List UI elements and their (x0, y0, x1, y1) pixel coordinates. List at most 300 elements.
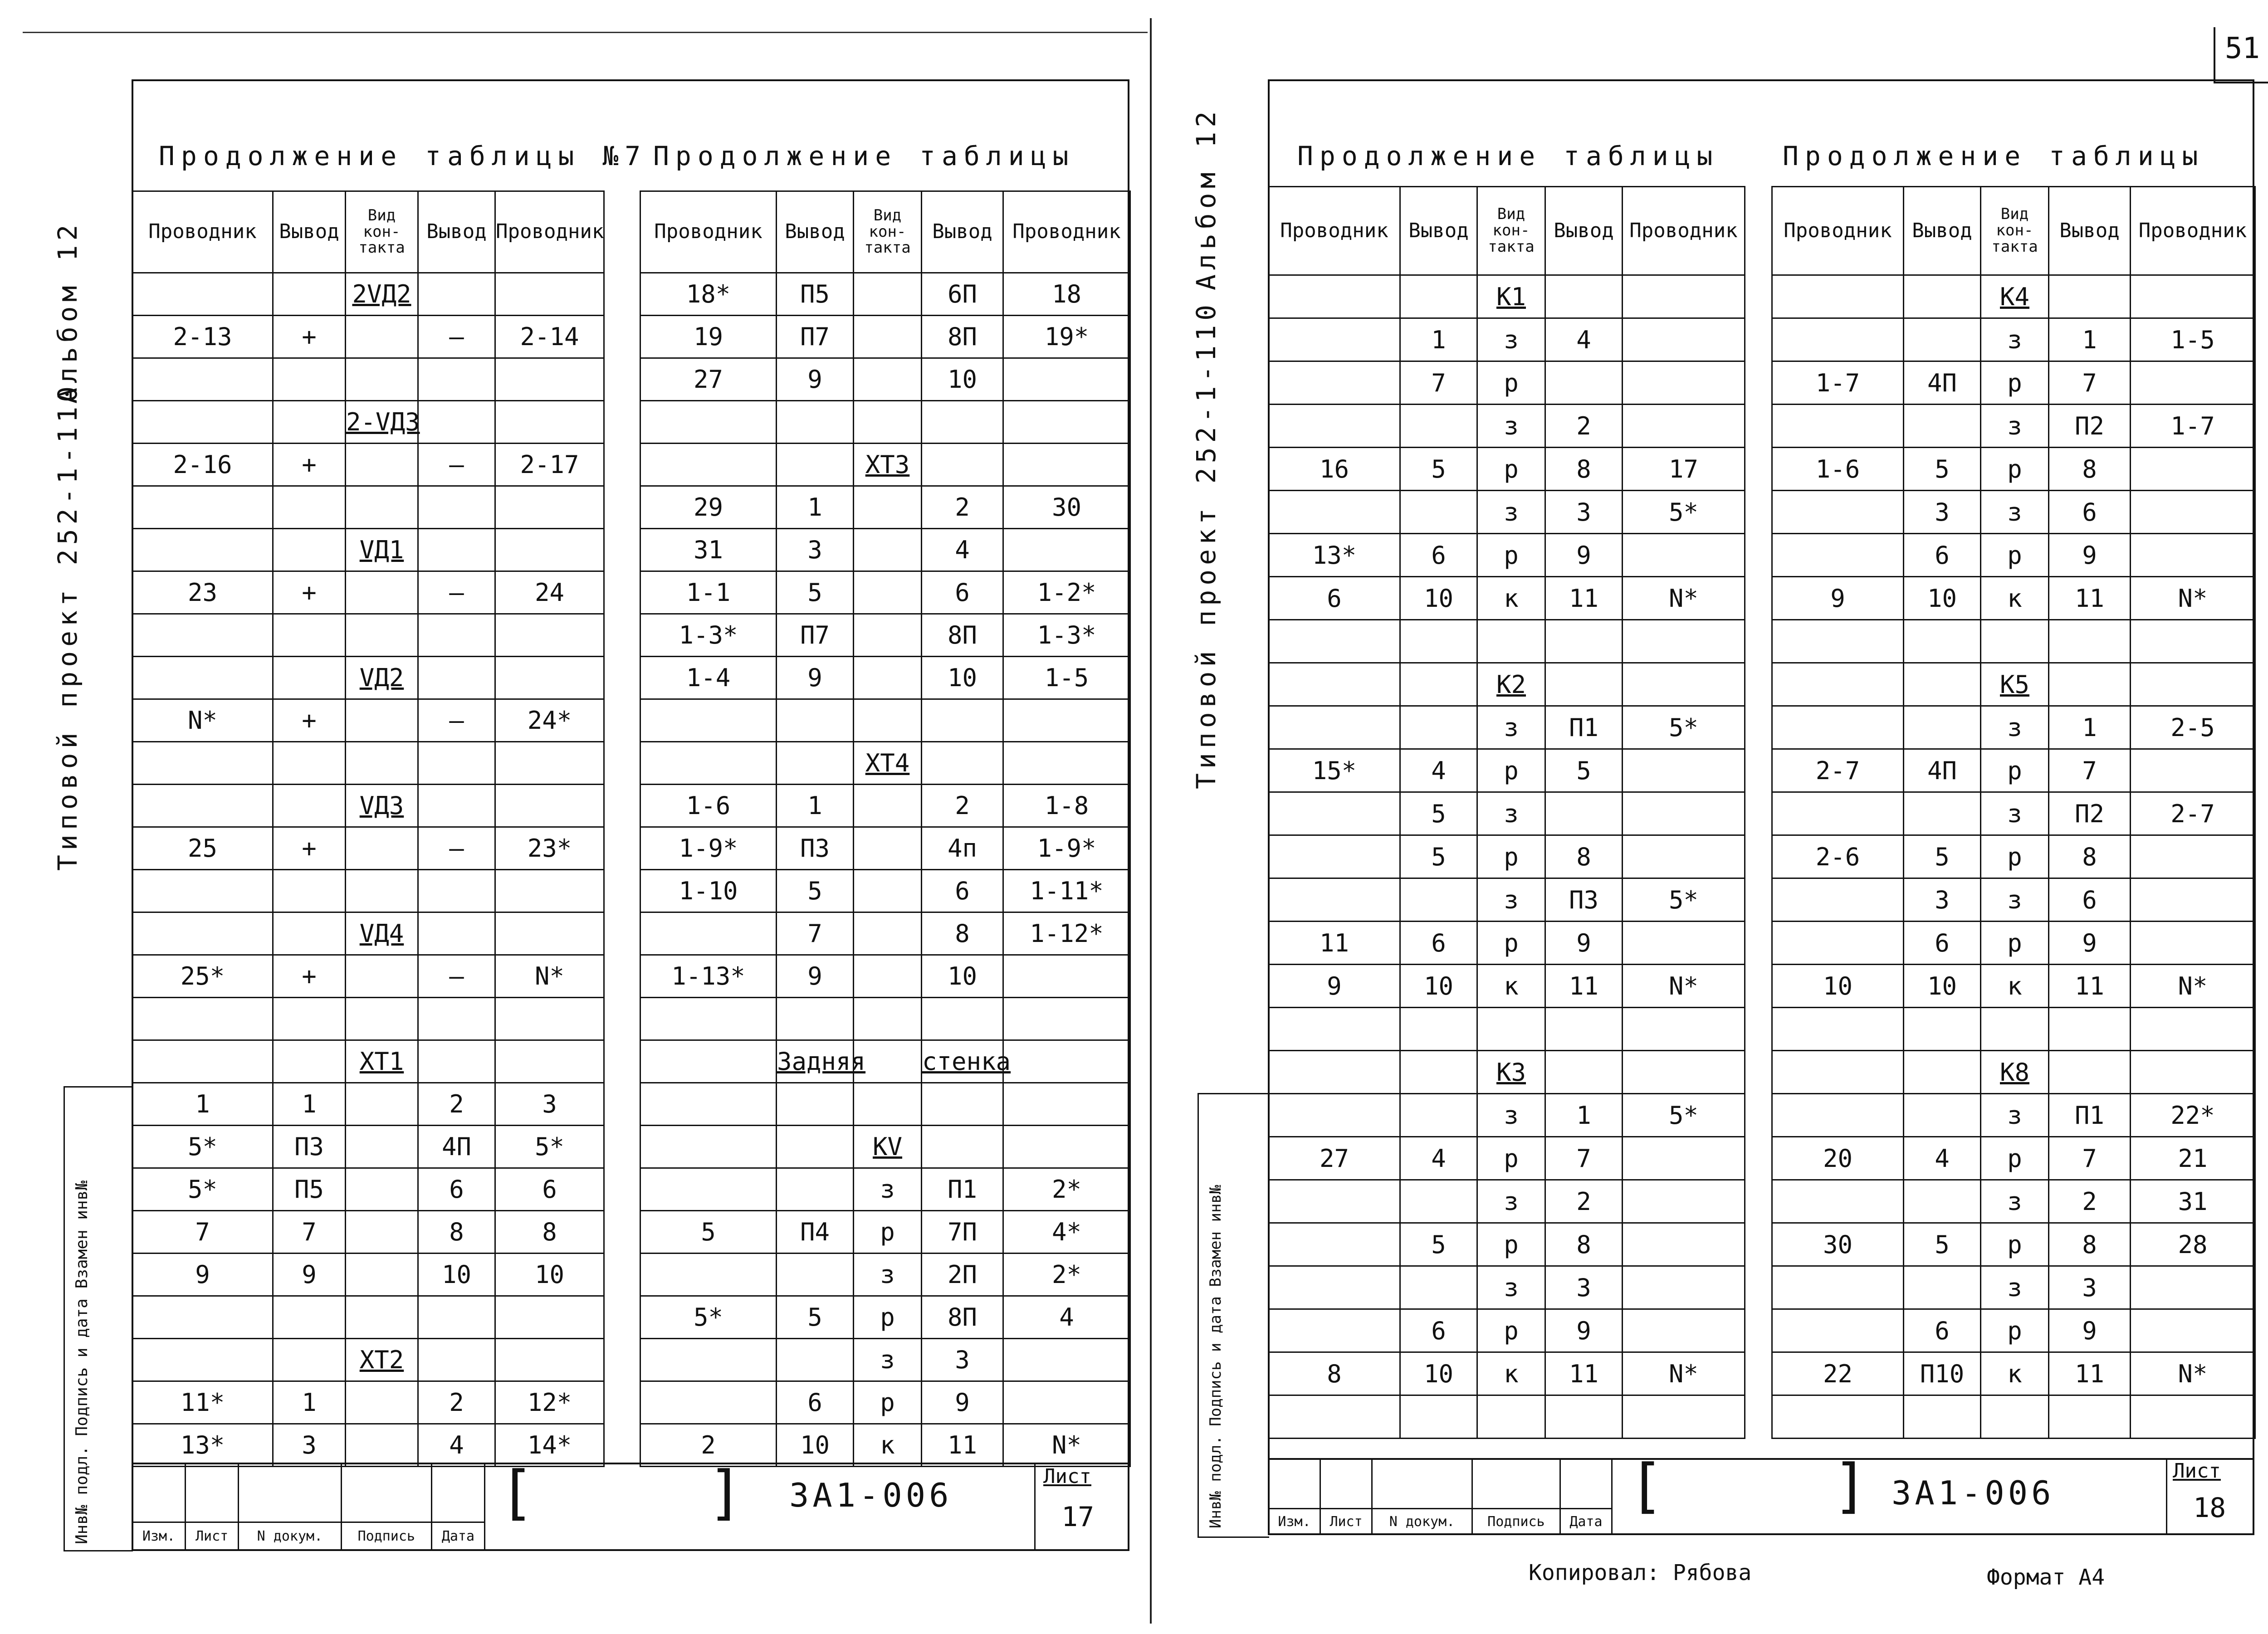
table-cell: Задняя (777, 1040, 854, 1083)
table-cell: 2 (418, 1381, 495, 1424)
table-cell: N* (2131, 1352, 2255, 1395)
table-cell: р (1477, 1137, 1545, 1180)
right-side-album: Альбом 12 (1191, 107, 1222, 290)
table-cell: р (1477, 922, 1545, 965)
table-cell (922, 1126, 1003, 1168)
table-cell (640, 1040, 777, 1083)
table-cell: П10 (1904, 1352, 1981, 1395)
table-cell (854, 827, 922, 870)
table-cell: П2 (2049, 405, 2131, 448)
table-cell: 6 (1400, 922, 1477, 965)
table-cell (495, 614, 604, 657)
table-cell: 19* (1003, 316, 1130, 358)
table-cell (1772, 1395, 1904, 1439)
table-cell: р (854, 1296, 922, 1339)
table-cell (1003, 1083, 1130, 1126)
table-cell (132, 529, 273, 571)
table-cell (346, 998, 418, 1040)
table-cell: 5* (1623, 706, 1745, 749)
table-cell (346, 870, 418, 912)
table-row (132, 998, 604, 1040)
table-cell: 1-11* (1003, 870, 1130, 912)
table-cell (495, 742, 604, 785)
table-cell (922, 444, 1003, 486)
table-cell: р (1981, 835, 2049, 878)
table-cell: 14* (495, 1424, 604, 1467)
table-cell: 6 (495, 1168, 604, 1211)
table-cell: 7П (922, 1211, 1003, 1254)
table-cell: з (854, 1339, 922, 1381)
table-cell (418, 529, 495, 571)
table-cell: 8П (922, 316, 1003, 358)
table-cell (1623, 1309, 1745, 1352)
table-cell (1772, 318, 1904, 361)
table-cell: 17 (1623, 448, 1745, 491)
table-cell: 7 (2049, 1137, 2131, 1180)
table-cell: 1-12* (1003, 912, 1130, 955)
table-cell: 2-13 (132, 316, 273, 358)
table-cell (854, 912, 922, 955)
table-cell (854, 571, 922, 614)
table-cell (922, 1083, 1003, 1126)
table-cell: 29 (640, 486, 777, 529)
table-cell: 11 (2049, 577, 2131, 620)
table-cell (273, 785, 346, 827)
table-cell (132, 912, 273, 955)
table-cell (1772, 792, 1904, 835)
table-row (640, 827, 1130, 870)
table-cell: 1-8 (1003, 785, 1130, 827)
table-cell (922, 401, 1003, 444)
table-cell: 8 (2049, 1223, 2131, 1266)
table-cell: 22 (1772, 1352, 1904, 1395)
footer-format: Формат А4 (1987, 1565, 2105, 1590)
table-cell (1269, 1266, 1400, 1309)
table-cell: + (273, 699, 346, 742)
table-cell (346, 699, 418, 742)
table-cell (346, 614, 418, 657)
table-cell (418, 912, 495, 955)
table-cell (1545, 361, 1623, 405)
table-cell: 8 (922, 912, 1003, 955)
table-cell: 5* (1623, 1094, 1745, 1137)
table-cell: 2-17 (495, 444, 604, 486)
table-cell: VД3 (346, 785, 418, 827)
table-row (1269, 1008, 1745, 1051)
table-cell (777, 998, 854, 1040)
table-cell: 8 (1545, 1223, 1623, 1266)
table-cell: р (1477, 361, 1545, 405)
table-cell: з (1477, 318, 1545, 361)
table-cell (1003, 998, 1130, 1040)
table-cell (273, 273, 346, 316)
table-row (640, 614, 1130, 657)
table-cell (1003, 1339, 1130, 1381)
table-cell (1904, 1094, 1981, 1137)
table-row (640, 699, 1130, 742)
table-cell (1545, 792, 1623, 835)
table-row (1269, 405, 1745, 448)
stamp-col: Дата (1560, 1509, 1612, 1535)
table-cell: П3 (777, 827, 854, 870)
table-row (1772, 1352, 2255, 1395)
table-row (1269, 620, 1745, 663)
table-cell (1981, 1395, 2049, 1439)
table-cell (346, 827, 418, 870)
table-cell: XT3 (854, 444, 922, 486)
table-cell (346, 1254, 418, 1296)
footer-copied: Копировал: Рябова (1529, 1560, 1752, 1585)
table-cell: 4 (1545, 318, 1623, 361)
table-cell (2131, 534, 2255, 577)
table-row (1772, 706, 2255, 749)
table-cell (495, 870, 604, 912)
table-cell (1545, 1051, 1623, 1094)
table-cell (346, 444, 418, 486)
table-cell: XT2 (346, 1339, 418, 1381)
table-cell (273, 614, 346, 657)
table-row (1772, 534, 2255, 577)
table-cell: 9 (1545, 1309, 1623, 1352)
table-cell: 30 (1003, 486, 1130, 529)
top-edge-line (23, 32, 1148, 33)
table-row (132, 273, 604, 316)
table-cell (1623, 792, 1745, 835)
table-row (640, 912, 1130, 955)
table-cell: 9 (132, 1254, 273, 1296)
table-cell: XT1 (346, 1040, 418, 1083)
table-cell (346, 1211, 418, 1254)
table-cell (1623, 1223, 1745, 1266)
table-cell: 1 (132, 1083, 273, 1126)
table-row (132, 1083, 604, 1126)
table-cell: 5 (1400, 1223, 1477, 1266)
table-cell (1269, 878, 1400, 922)
table-cell (1269, 663, 1400, 706)
table-cell: з (1981, 792, 2049, 835)
table-row (1269, 1094, 1745, 1137)
table-cell (346, 571, 418, 614)
table-cell: K4 (1981, 275, 2049, 318)
col-header: Вид кон-такта (1981, 187, 2049, 275)
table-cell (346, 1424, 418, 1467)
table-cell: 8 (495, 1211, 604, 1254)
table-cell (777, 1083, 854, 1126)
table-cell: 4 (418, 1424, 495, 1467)
table-cell (1545, 1395, 1623, 1439)
table-cell: 6 (1904, 534, 1981, 577)
table-cell (495, 657, 604, 699)
table-row (1269, 1051, 1745, 1094)
table-row (640, 316, 1130, 358)
table-row (1269, 1266, 1745, 1309)
table-cell: 2 (922, 486, 1003, 529)
table-cell: р (1981, 534, 2049, 577)
table-cell: 5* (1623, 878, 1745, 922)
table-cell: 21 (2131, 1137, 2255, 1180)
table-cell: П1 (1545, 706, 1623, 749)
table-cell (1477, 1395, 1545, 1439)
table-cell (132, 401, 273, 444)
table-cell: з (1981, 491, 2049, 534)
col-header: Вид кон-такта (854, 191, 922, 273)
table-cell: 6 (777, 1381, 854, 1424)
table-cell: K5 (1981, 663, 2049, 706)
col-header: Проводник (2131, 187, 2255, 275)
table-cell: K2 (1477, 663, 1545, 706)
table-cell: 5* (1623, 491, 1745, 534)
table-cell: N* (1623, 577, 1745, 620)
table-cell (346, 316, 418, 358)
table-cell: П7 (777, 316, 854, 358)
table-cell: к (1981, 965, 2049, 1008)
table-cell (640, 699, 777, 742)
table-row (1772, 275, 2255, 318)
table-row (1269, 361, 1745, 405)
left-stamp-sheet-no: 17 (1061, 1501, 1095, 1533)
table-row (1772, 620, 2255, 663)
table-cell: 4* (1003, 1211, 1130, 1254)
table-row (640, 571, 1130, 614)
table-cell: 2-16 (132, 444, 273, 486)
table-cell (1400, 491, 1477, 534)
table-cell (1400, 1180, 1477, 1223)
table-row (132, 486, 604, 529)
table-cell: 18* (640, 273, 777, 316)
col-header: Проводник (1772, 187, 1904, 275)
table-cell: + (273, 316, 346, 358)
table-cell: к (1477, 1352, 1545, 1395)
table-cell (1623, 1008, 1745, 1051)
table-cell (1623, 1180, 1745, 1223)
table-cell: 11 (2049, 1352, 2131, 1395)
table-cell (418, 486, 495, 529)
table-cell: 8 (2049, 448, 2131, 491)
table-cell (273, 1040, 346, 1083)
table-cell (2131, 491, 2255, 534)
table-cell (346, 742, 418, 785)
table-row (640, 273, 1130, 316)
table-cell (132, 1339, 273, 1381)
table-cell: р (1981, 749, 2049, 792)
table-cell: 6 (1269, 577, 1400, 620)
table-cell (2049, 620, 2131, 663)
table-row (1772, 965, 2255, 1008)
table-cell: 18 (1003, 273, 1130, 316)
table-cell (1772, 1266, 1904, 1309)
col-header: Вывод (1400, 187, 1477, 275)
stamp-col: Подпись (1472, 1509, 1560, 1535)
table-cell: 11 (922, 1424, 1003, 1467)
table-cell: р (1477, 1223, 1545, 1266)
table-cell (273, 657, 346, 699)
table-cell (418, 998, 495, 1040)
table-cell (1772, 620, 1904, 663)
table-cell (1623, 534, 1745, 577)
table-cell: к (1477, 577, 1545, 620)
table-row (1772, 1094, 2255, 1137)
table-cell: 11 (2049, 965, 2131, 1008)
table-cell (1904, 1395, 1981, 1439)
table-cell: N* (2131, 577, 2255, 620)
table-row (1269, 878, 1745, 922)
table-cell: 5 (1904, 835, 1981, 878)
table-cell: к (854, 1424, 922, 1467)
table-cell (418, 401, 495, 444)
table-cell: з (1477, 706, 1545, 749)
table-row (1772, 1223, 2255, 1266)
table-cell: N* (1623, 965, 1745, 1008)
table-cell: 4 (1003, 1296, 1130, 1339)
table-cell (273, 1296, 346, 1339)
table-cell (1904, 663, 1981, 706)
col-header: Проводник (1003, 191, 1130, 273)
table-cell (1545, 275, 1623, 318)
table-cell: VД4 (346, 912, 418, 955)
table-cell (1623, 835, 1745, 878)
col-header: Вывод (1545, 187, 1623, 275)
table-cell (640, 742, 777, 785)
table-cell (922, 998, 1003, 1040)
table-row (1772, 1180, 2255, 1223)
table-cell: 2 (418, 1083, 495, 1126)
table-row (132, 316, 604, 358)
table-cell (1400, 620, 1477, 663)
table-cell (1981, 1008, 2049, 1051)
table-cell: 2-VД3 (346, 401, 418, 444)
right-stamp-code: 3А1-006 (1892, 1474, 2055, 1512)
table-cell (1003, 1040, 1130, 1083)
table-cell (132, 998, 273, 1040)
table-cell: 5 (1545, 749, 1623, 792)
stamp-col: Лист (1320, 1509, 1372, 1535)
table-cell (1269, 835, 1400, 878)
table-cell: 15* (1269, 749, 1400, 792)
table-cell (640, 1339, 777, 1381)
table-cell (1269, 1223, 1400, 1266)
table-row (640, 1040, 1130, 1083)
table-cell (346, 1381, 418, 1424)
table-cell (1772, 534, 1904, 577)
table-row (132, 1254, 604, 1296)
table-cell: 3 (1545, 1266, 1623, 1309)
table-row (640, 444, 1130, 486)
stamp-col: Дата (431, 1522, 484, 1551)
table-cell (777, 1168, 854, 1211)
table-cell (1003, 1381, 1130, 1424)
table-cell: р (1477, 835, 1545, 878)
table-row (640, 1254, 1130, 1296)
table-cell: П1 (922, 1168, 1003, 1211)
table-cell: 3 (2049, 1266, 2131, 1309)
table-cell: з (1981, 878, 2049, 922)
table-cell (418, 273, 495, 316)
table-cell (2131, 361, 2255, 405)
table-row (1269, 275, 1745, 318)
table-cell: 5* (132, 1126, 273, 1168)
table-cell: 7 (777, 912, 854, 955)
table-row (132, 955, 604, 998)
right-table2 (1771, 186, 2256, 1439)
table-cell (2131, 1008, 2255, 1051)
table-cell: 10 (1772, 965, 1904, 1008)
table-cell: з (1477, 1266, 1545, 1309)
table-cell: 11* (132, 1381, 273, 1424)
table-row (132, 1168, 604, 1211)
table-row (640, 1296, 1130, 1339)
table-cell: р (854, 1211, 922, 1254)
table-row (640, 1211, 1130, 1254)
table-cell (1772, 1051, 1904, 1094)
table-cell (495, 1339, 604, 1381)
table-cell: 28 (2131, 1223, 2255, 1266)
table-cell: к (1477, 965, 1545, 1008)
table-cell (132, 785, 273, 827)
table-cell: 5 (1400, 835, 1477, 878)
table-cell: 1 (273, 1083, 346, 1126)
table-cell (1623, 1266, 1745, 1309)
table-cell: 10 (1400, 965, 1477, 1008)
table-cell (2049, 1051, 2131, 1094)
table-cell: П2 (2049, 792, 2131, 835)
table-cell: р (1981, 1223, 2049, 1266)
table-cell: 8 (2049, 835, 2131, 878)
table-cell (2049, 663, 2131, 706)
table-cell (922, 742, 1003, 785)
table-cell (1269, 1309, 1400, 1352)
table-cell (854, 401, 922, 444)
right-table2-title: Продолжение таблицы (1783, 141, 2204, 171)
table-cell: 8 (1269, 1352, 1400, 1395)
table-cell: 1-10 (640, 870, 777, 912)
table-cell: з (1981, 1180, 2049, 1223)
table-cell: 10 (1904, 577, 1981, 620)
table-row (132, 1040, 604, 1083)
table-cell (418, 1296, 495, 1339)
table-cell (1003, 1126, 1130, 1168)
table-cell (495, 912, 604, 955)
table-row (132, 444, 604, 486)
table-cell (346, 1296, 418, 1339)
table-cell: 5 (1400, 792, 1477, 835)
col-header: Вывод (922, 191, 1003, 273)
table-cell (640, 1168, 777, 1211)
stamp-col: N докум. (1372, 1509, 1472, 1535)
table-cell: стенка (922, 1040, 1003, 1083)
table-row (640, 998, 1130, 1040)
table-cell: 16 (1269, 448, 1400, 491)
table-cell: 3 (922, 1339, 1003, 1381)
table-cell (640, 401, 777, 444)
col-header: Проводник (495, 191, 604, 273)
table-cell: 27 (640, 358, 777, 401)
table-cell (777, 1254, 854, 1296)
table-cell: 2-5 (2131, 706, 2255, 749)
table-row (640, 1339, 1130, 1381)
table-cell: 4п (922, 827, 1003, 870)
table-cell: N* (2131, 965, 2255, 1008)
table-cell: 3 (495, 1083, 604, 1126)
table-cell (2131, 448, 2255, 491)
table-cell: N* (495, 955, 604, 998)
table-cell: 3 (777, 529, 854, 571)
table-row (640, 785, 1130, 827)
table-cell: 10 (418, 1254, 495, 1296)
table-cell (854, 358, 922, 401)
table-row (1269, 835, 1745, 878)
table-cell: 10 (777, 1424, 854, 1467)
table-cell: 10 (1904, 965, 1981, 1008)
